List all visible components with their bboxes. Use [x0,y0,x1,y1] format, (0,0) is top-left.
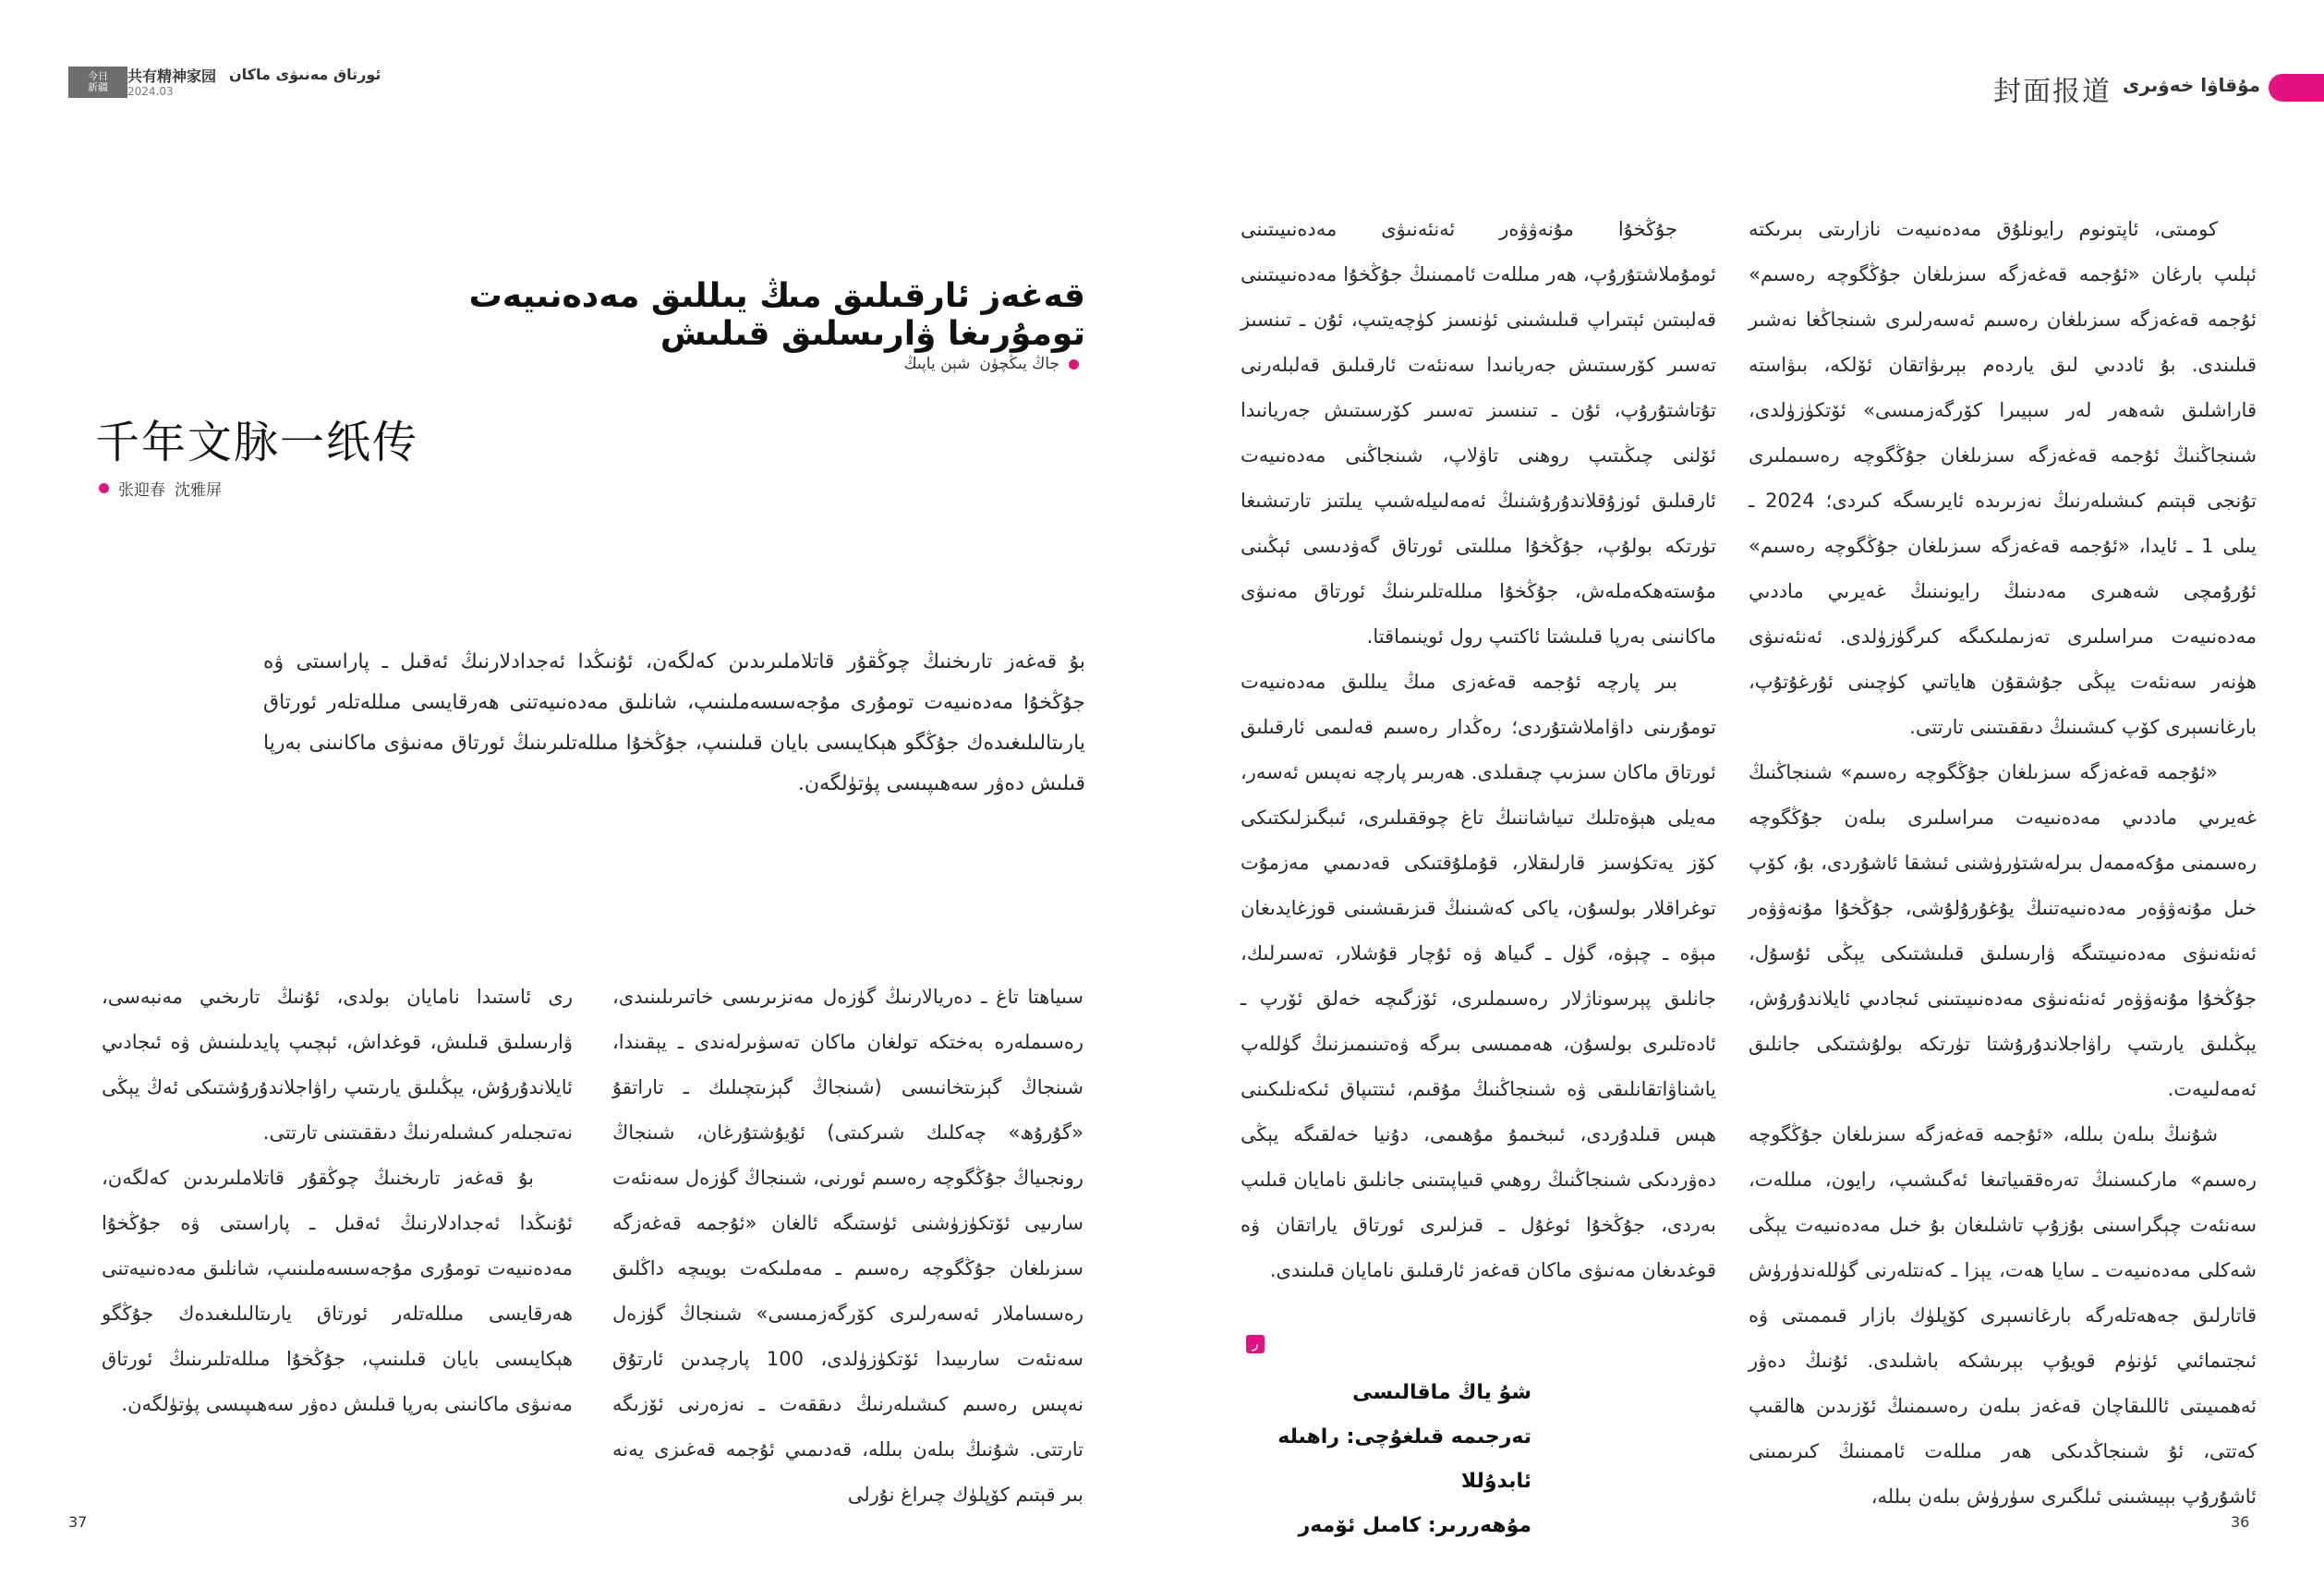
author-ug-1: جاڭ يىڭچۈن [979,355,1059,373]
article-intro: بۇ قەغەز تارىخنىڭ چوڭقۇر قاتلاملىرىدىن كەلگەن، ئۇنىڭدا ئەجدادلارنىڭ ئەقىل ـ پاراسىتى ۋە جۇڭخۇا مەدەنىيەت تومۇرى مۇجەسسەملىنىپ، شانلىق مەدەنىيەتنى ھەرقايسى مىللەتلەر ئورتاق يارىتالىلىغىدەك جۇڭگو ھېكايىسى بايان قىلىنىپ، جۇڭخۇا مىللەتلىرىنىڭ ئورتاق مەنىۋى ماكانىنى بەرپا قىلىش دەۋر سەھىپىسى پۈتۈلگەن. [263,650,1085,795]
paragraph: بۇ قەغەز تارىخنىڭ چوڭقۇر قاتلاملىرىدىن كەلگەن، ئۇنىڭدا ئەجدادلارنىڭ ئەقىل ـ پاراسىتى ۋە جۇڭخۇا مەدەنىيەت تومۇرى مۇجەسسەملىنىپ، شانلىق مەدەنىيەتنى ھەرقايسى مىللەتلەر ئورتاق يارىتالىلىغىدەك جۇڭگو ھېكايىسى بايان قىلىنىپ، جۇڭخۇا مىللەتلىرىنىڭ ئورتاق مەنىۋى ماكانىنى بەرپا قىلىش دەۋر سەھىپىسى پۈتۈلگەن. [102,1167,573,1415]
paragraph: شۇنىڭ بىلەن بىللە، «ئۇجمە قەغەزگە سىزىلغان جۇڭگوچە رەسىم» ماركىسنىڭ تەرەققىياتىغا ئەگىشىپ، رايون، مىللەت، سەنئەت چېگراسىنى بۇزۇپ تاشلىغان بۇ خىل مەدەنىيەت يېڭى شەكلى مەدەنىيەت ـ سايا ھەت، يېزا ـ كەنتلەرنى گۈللەندۈرۈش قاتارلىق جەھەتلەرگە بارغانسېرى كۆپلۈك بازار قىممىتى ۋە ئىجتىمائىي ئۈنۈم قويۇپ بېرىشكە باشلىدى. ئۇنىڭ دەۋر ئەھمىيىتى ئاللىقاچان قەغەز بىلەن رەسىمنىڭ ئۆزىدىن ھالقىپ كەتتى، ئۇ شىنجاڭدىكى ھەر مىللەت ئاممىنىڭ كىرىمىنى ئاشۇرۇپ بېيىشىنى ئىلگىرى سۈرۈش بىلەن بىللە، [1749,1123,2257,1508]
end-mark-wrap [1241,1334,1716,1353]
section-ug-left: ئورتاق مەنىۋى ماكان [229,66,381,83]
column-left-right [612,975,1083,1506]
paragraph: جۇڭخۇا مۇنەۋۋەر ئەنئەنىۋى مەدەنىيىتىنى ئومۇملاشتۇرۇپ، ھەر مىللەت ئاممىنىڭ جۇڭخۇا مەدەنىيىتىنى قەلبىتىن ئېتىراپ قىلىشىنى ئۈنسىز كۈچەيتىپ، ئۇن ـ تىنسىز تەسىر كۆرسىتىش جەريانىدا سەنئەت ئارقىلىق قەلبلەرنى تۇتاشتۇرۇپ، ئۇن ـ تىنسىز تەسىر كۆرسىتىش جەريانىدا ئۆلنى چىڭىتىپ روھنى تاۋلاپ، شىنجاڭنى مەدەنىيەت ئارقىلىق ئوزۇقلاندۇرۇشنىڭ ئەمەلىيلەشىپ يىلتىز تارتىشىغا تۈرتكە بولۇپ، جۇڭخۇا مىللىتى ئورتاق گەۋدىسى ئېڭىنى مۇستەھكەملەش، جۇڭخۇا مىللەتلىرىنىڭ ئورتاق مەنىۋى ماكانىنى بەرپا قىلىشتا ئاكتىپ رول ئوينىماقتا. [1241,218,1716,648]
author-ug-2: شېن ياپىڭ [903,355,971,373]
page-number-left: 37 [68,1513,88,1531]
column-left-left [102,975,573,1492]
magazine-logo [68,67,127,98]
article-title-ug: قەغەز ئارقىلىق مىڭ يىللىق مەدەنىيەت تومۇرىغا ۋارىسلىق قىلىش [468,277,1085,353]
byline-dot-icon [1069,359,1079,370]
article-title-cn: 千年文脉一纸传 [95,417,419,468]
paragraph: كومىتى، ئاپتونوم رايونلۇق مەدەنىيەت نازارىتى بىرىكتە ئېلىپ بارغان «ئۇجمە قەغەزگە سىزىلغان جۇڭگوچە رەسىم» ئۇجمە قەغەزگە سىزىلغان رەسىم ئەسەرلىرى شىنجاڭغا نەشىر قىلىندى. بۇ ئاددىي لىق ياردەم بېرىۋاتقان ئۆلكە، بىۋاستە قاراشلىق شەھەر لەر سېيىرا كۆرگەزمىسى» ئۆتكۈزۈلدى، شىنجاڭنىڭ ئۇجمە قەغەزگە سىزىلغان جۇڭگوچە رەسىملىرى تۇنجى قېتىم كىشىلەرنىڭ نەزىرىدە ئايرىسگە كىردى؛ 2024 ـ يىلى 1 ـ ئايدا، «ئۇجمە قەغەزگە سىزىلغان جۇڭگوچە رەسىم» ئۇرۇمچى شەھىرى مەدىنىڭ رايونىنىڭ غەيرىي ماددىي مەدەنىيەت مىراسلىرى تەزىملىكىگە كىرگۈزۈلدى. ئەنئەنىۋى ھۈنەر سەنئەت يېڭى جۇشقۇن ھاياتىي كۈچىنى ئۇرغۇتۇپ، بارغانسېرى كۆپ كىشىنىڭ دىققىتىنى تارتتى. [1749,218,2257,738]
end-mark-icon: ر [1246,1335,1265,1353]
credits [1241,1371,1531,1548]
page-tab-marker [2269,74,2324,102]
byline-dot-icon [99,483,109,493]
cover-report-ug: مۇقاۋا خەۋىرى [2123,74,2261,96]
credit-editor: مۇھەررىر: كامىل ئۆمەر [1298,1514,1531,1537]
column-far-right [1749,207,2257,1508]
credit-translator: تەرجىمە قىلغۇچى: راھىلە ئابدۇللا [1277,1425,1531,1493]
cover-report-cn: 封面报道 [1993,76,2112,108]
paragraph: رى ئاستىدا نامايان بولدى، ئۇنىڭ تارىخىي مەنبەسى، ۋارىسلىق قىلىش، قوغداش، ئېچىپ پايدىلىنىش ۋە ئىجادىي ئايلاندۇرۇش، يېڭىلىق يارىتىپ راۋاجلاندۇرۇشتىكى ئەڭ يېڭى نەتىجىلەر كىشىلەرنىڭ دىققىتىنى تارتتى. [102,986,573,1144]
logo-line-1: 今日 [88,70,108,82]
page-number-right: 36 [2231,1513,2250,1531]
credit-newspaper: شۇ ياڭ ماقالىسى [1352,1381,1531,1404]
issue-number: 2024.03 [127,85,174,98]
author-cn-1: 张迎春 [118,481,165,500]
magazine-section-cn: 共有精神家园 [127,67,217,85]
paragraph: سىياھتا تاغ ـ دەريالارنىڭ گۈزەل مەنزىرىسى خاتىرىلىنىدى، رەسىملەرە بەختكە تولغان ماكان تەسۋىرلەندى ـ يېقىندا، شىنجاڭ گېزىتخانىسى (شىنجاڭ گېزىتچىلىك ـ تاراتقۇ «گۇرۇھ» چەكلىك شىركىتى) ئۇيۇشتۇرغان، شىنجاڭ رونجىياڭ جۇڭگوچە رەسىم ئورنى، شىنجاڭ گۈزەل سەنئەت سارىيى ئۆتكۈزۈشنى ئۈستىگە ئالغان «ئۇجمە قەغەزگە سىزىلغان جۇڭگوچە رەسىم ـ مەملىكەت بويىچە داڭلىق رەسساملار ئەسەرلىرى كۆرگەزمىسى» شىنجاڭ گۈزەل سەنئەت سارىيىدا ئۆتكۈزۈلدى، 100 پارچىدىن ئارتۇق نەپىس رەسىم كىشىلەرنىڭ دىققەت ـ نەزەرنى ئۆزىگە تارتتى. شۇنىڭ بىلەن بىللە، قەدىمىي ئۇجمە قەغىزى يەنە بىر قېتىم كۆپلۈك چىراغ نۇرلى [612,986,1083,1506]
logo-line-2: 新疆 [88,81,108,93]
column-center-right [1241,207,1716,1389]
byline-cn [99,477,222,500]
paragraph: بىر پارچە ئۇجمە قەغەزى مىڭ يىللىق مەدەنىيەت تومۇرىنى داۋاملاشتۇردى؛ رەڭدار رەسىم قەلىمى ئارقىلىق ئورتاق ماكان سىزىپ چىقىلدى. ھەربىر پارچە نەپىس ئەسەر، مەيلى ھېۋەتلىك تىياشاننىڭ تاغ چوققىلىرى، ئىبگىزلىكتىكى كۆز يەتكۈسىز قارلىقلار، قۇملۇقتىكى قەدىمىي مەزمۇت توغراقلار بولسۇن، ياكى كەشىنىڭ قىزىقىشىنى قوزغايدىغان مېۋە ـ چېۋە، گۈل ـ گىياھ ۋە ئۇچار قۇشلار، تەسىرلىك، جانلىق پېرسوناژلار رەسىملىرى، ئۆزگىچە خەلق ئۆرپ ـ ئادەتلىرى بولسۇن، ھەممىسى بىرگە ۋەتىنىمىزنىڭ گۈللەپ ياشناۋاتقانلىقى ۋە شىنجاڭنىڭ مۇقىم، ئىتتىپاق ئىكەنلىكىنى ھېس قىلدۇردى، ئىبخىمۇ مۇھىمى، دۇنيا خەلقىگە يېڭى دەۋردىكى شىنجاڭنىڭ روھىي قىياپىتىنى جانلىق نامايان قىلىپ بەردى، جۇڭخۇا ئوغۇل ـ قىزلىرى ئورتاق ياراتقان ۋە قوغدىغان مەنىۋى ماكان قەغەز ئارقىلىق نامايان قىلىندى. [1241,671,1716,1281]
byline-ug [794,355,1079,373]
paragraph: «ئۇجمە قەغەزگە سىزىلغان جۇڭگوچە رەسىم» شىنجاڭنىڭ غەيرىي ماددىي مەدەنىيەت مىراسلىرى بىلەن جۇڭگوچە رەسىمنى مۇكەممەل بىرلەشتۈرۈشنى ئىشقا ئاشۇردى، بۇ، كۆپ خىل مۇنەۋۋەر مەدەنىيەتنىڭ يۇغۇرۇلۇشى، جۇڭخۇا مۇنەۋۋەر ئەنئەنىۋى مەدەنىيىتىگە ۋارىسلىق قىلىشتىكى يېڭى ئۇسۇل، جۇڭخۇا مۇنەۋۋەر ئەنئەنىۋى مەدەنىيىتىنى ئىجادىي ئايلاندۇرۇش، يېڭىلىق يارىتىپ راۋاجلاندۇرۇشتا تۈرتكە بولۇشتىكى جانلىق ئەمەلىيەت. [1749,761,2257,1100]
author-cn-2: 沈雅屏 [175,481,222,500]
